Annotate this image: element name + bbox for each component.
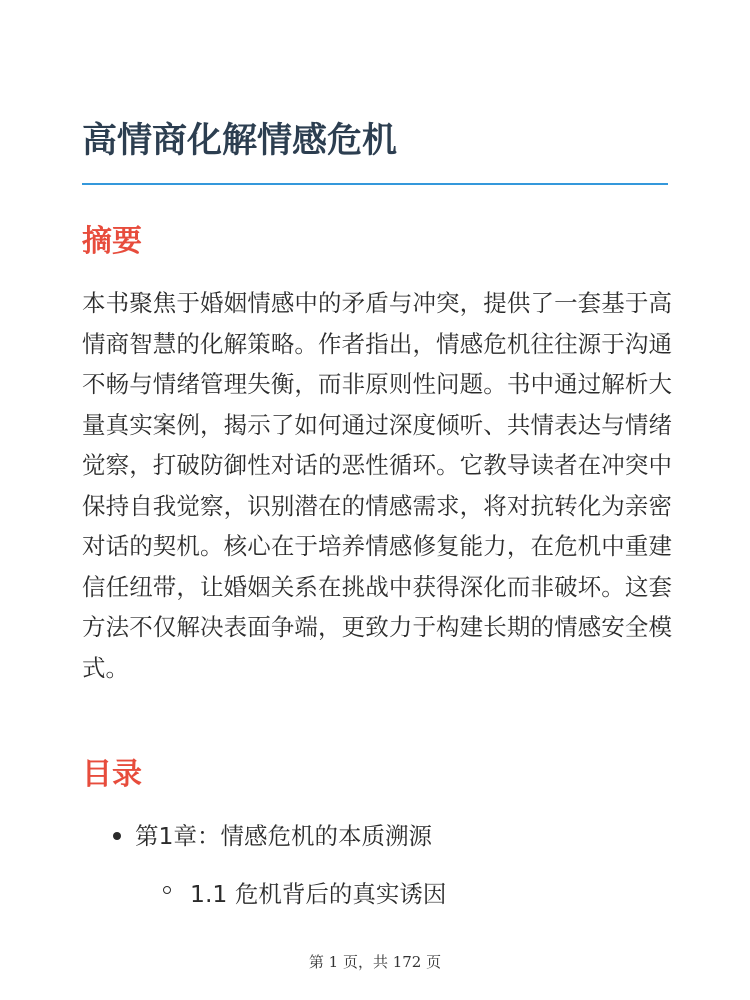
page-number-footer: 第 1 页，共 172 页 (308, 953, 442, 971)
toc-item-label[interactable]: 1.1 危机背后的真实诱因 (190, 880, 447, 908)
bullet-circle-icon (163, 886, 171, 894)
title-divider (82, 183, 668, 185)
document-title: 高情商化解情感危机 (82, 121, 398, 161)
toc-item-label[interactable]: 第1章：情感危机的本质溯源 (135, 822, 432, 850)
bullet-disc-icon (113, 832, 121, 840)
summary-paragraph: 本书聚焦于婚姻情感中的矛盾与冲突，提供了一套基于高情商智慧的化解策略。作者指出，情感危机往往源于沟通不畅与情绪管理失衡，而非原则性问题。书中通过解析大量真实案例，揭示了如何通过深度倾听、共情表达与情绪觉察，打破防御性对话的恶性循环。它教导读者在冲突中保持自我觉察，识别潜在的情感需求，将对抗转化为亲密对话的契机。核心在于培养情感修复能力，在危机中重建信任纽带，让婚姻关系在挑战中获得深化而非破坏。这套方法不仅解决表面争端，更致力于构建长期的情感安全模式。 (82, 289, 672, 682)
toc-heading: 目录 (82, 757, 142, 792)
summary-heading: 摘要 (82, 224, 142, 259)
